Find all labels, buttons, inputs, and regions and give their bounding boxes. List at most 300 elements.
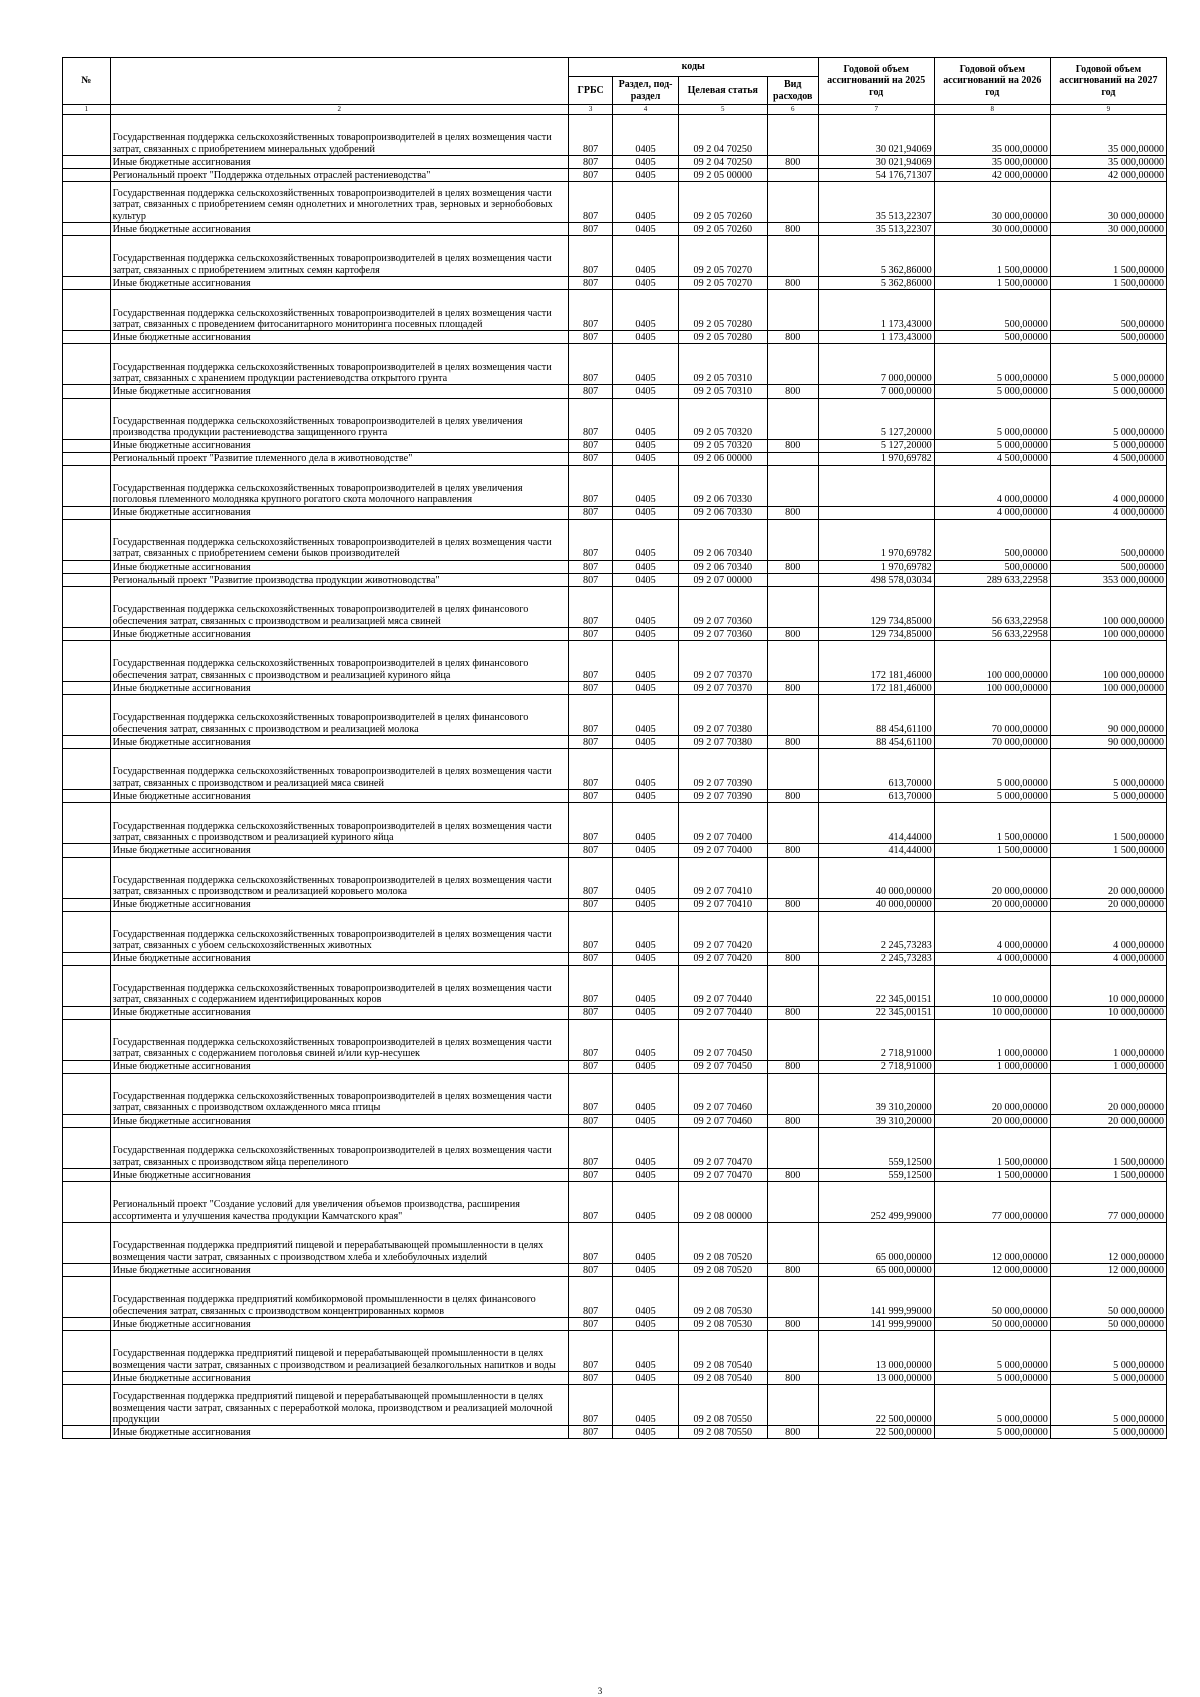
cell-2027: 1 500,00000 [1050,236,1166,277]
table-row [63,1277,1167,1318]
cell-grbs: 807 [568,236,613,277]
cell-name: Региональный проект "Создание условий для увеличения объемов производства, расширения ассортимента и улучшения качества продукции Камчатского края" [110,1182,568,1223]
cell-tselevaya: 09 2 07 70380 [678,736,767,749]
cell-razdel: 0405 [613,803,678,844]
cell-razdel: 0405 [613,1019,678,1060]
cell-number [63,736,111,749]
cell-2027: 90 000,00000 [1050,695,1166,736]
cell-2026: 5 000,00000 [934,385,1050,398]
cell-vid [767,1019,818,1060]
cell-number [63,331,111,344]
header-2027: Годовой объем ассигнований на 2027 год [1050,58,1166,105]
cell-2025: 88 454,61100 [818,695,934,736]
cell-2026: 1 000,00000 [934,1060,1050,1073]
table-row [63,844,1167,857]
cell-2025: 88 454,61100 [818,736,934,749]
cell-2027: 50 000,00000 [1050,1318,1166,1331]
cell-number [63,1372,111,1385]
cell-number [63,452,111,465]
cell-name: Государственная поддержка сельскохозяйственных товаропроизводителей в целях возмещения части затрат, связанных с приобретением семян однолетних и многолетних трав, зерновых и зернобобовых культур [110,182,568,223]
cell-vid: 800 [767,628,818,641]
cell-grbs: 807 [568,506,613,519]
cell-name: Государственная поддержка сельскохозяйственных товаропроизводителей в целях финансового обеспечения затрат, связанных с производством и реализацией молока [110,695,568,736]
cell-2026: 70 000,00000 [934,695,1050,736]
cell-tselevaya: 09 2 07 70390 [678,790,767,803]
cell-2025: 22 345,00151 [818,1006,934,1019]
cell-tselevaya: 09 2 06 70340 [678,560,767,573]
cell-2027: 90 000,00000 [1050,736,1166,749]
cell-2026: 20 000,00000 [934,1073,1050,1114]
cell-tselevaya: 09 2 08 70520 [678,1264,767,1277]
cell-vid: 800 [767,560,818,573]
cell-name: Государственная поддержка сельскохозяйственных товаропроизводителей в целях возмещения части затрат, связанных с содержанием идентифицированных коров [110,965,568,1006]
cell-tselevaya: 09 2 07 70360 [678,587,767,628]
cell-tselevaya: 09 2 06 70340 [678,519,767,560]
cell-razdel: 0405 [613,519,678,560]
cell-number [63,1019,111,1060]
cell-number [63,1223,111,1264]
cell-name: Иные бюджетные ассигнования [110,1426,568,1439]
table-row [63,911,1167,952]
cell-name: Иные бюджетные ассигнования [110,1264,568,1277]
cell-razdel: 0405 [613,223,678,236]
cell-vid [767,519,818,560]
cell-number [63,1264,111,1277]
cell-vid: 800 [767,952,818,965]
cell-razdel: 0405 [613,749,678,790]
cell-number [63,844,111,857]
cell-2025: 35 513,22307 [818,182,934,223]
header-razdel: Раздел, под-раздел [613,77,678,105]
cell-razdel: 0405 [613,439,678,452]
cell-grbs: 807 [568,1060,613,1073]
cell-grbs: 807 [568,803,613,844]
cell-vid [767,1182,818,1223]
cell-vid [767,911,818,952]
cell-vid: 800 [767,682,818,695]
cell-razdel: 0405 [613,236,678,277]
table-row [63,223,1167,236]
cell-grbs: 807 [568,452,613,465]
cell-name: Государственная поддержка сельскохозяйственных товаропроизводителей в целях увеличения поголовья племенного молодняка крупного рогатого скота молочного направления [110,465,568,506]
cell-2026: 4 000,00000 [934,952,1050,965]
colnum-9: 9 [1050,105,1166,115]
cell-2025: 5 127,20000 [818,398,934,439]
cell-number [63,803,111,844]
cell-grbs: 807 [568,398,613,439]
cell-2027: 5 000,00000 [1050,344,1166,385]
cell-razdel: 0405 [613,465,678,506]
cell-vid: 800 [767,1114,818,1127]
cell-2025: 141 999,99000 [818,1318,934,1331]
cell-grbs: 807 [568,1223,613,1264]
cell-2025: 129 734,85000 [818,587,934,628]
table-row [63,1318,1167,1331]
cell-2025: 65 000,00000 [818,1264,934,1277]
cell-number [63,1331,111,1372]
cell-razdel: 0405 [613,1073,678,1114]
cell-vid: 800 [767,1426,818,1439]
header-2026: Годовой объем ассигнований на 2026 год [934,58,1050,105]
cell-tselevaya: 09 2 05 70280 [678,331,767,344]
cell-2025: 141 999,99000 [818,1277,934,1318]
cell-2027: 100 000,00000 [1050,641,1166,682]
cell-razdel: 0405 [613,952,678,965]
cell-grbs: 807 [568,695,613,736]
cell-2027: 5 000,00000 [1050,1385,1166,1426]
colnum-3: 3 [568,105,613,115]
cell-2027: 5 000,00000 [1050,1331,1166,1372]
cell-2025: 2 718,91000 [818,1060,934,1073]
cell-2027: 4 000,00000 [1050,465,1166,506]
cell-2027: 4 000,00000 [1050,952,1166,965]
cell-name: Иные бюджетные ассигнования [110,1372,568,1385]
cell-tselevaya: 09 2 07 70420 [678,911,767,952]
cell-2025: 39 310,20000 [818,1114,934,1127]
cell-name: Государственная поддержка сельскохозяйственных товаропроизводителей в целях возмещения части затрат, связанных с производством охлажденного мяса птицы [110,1073,568,1114]
table-row [63,1073,1167,1114]
table-row [63,898,1167,911]
table-row [63,156,1167,169]
cell-tselevaya: 09 2 04 70250 [678,115,767,156]
cell-number [63,1114,111,1127]
cell-number [63,1318,111,1331]
cell-2025: 1 970,69782 [818,560,934,573]
table-row [63,952,1167,965]
cell-2025: 252 499,99000 [818,1182,934,1223]
cell-2027: 5 000,00000 [1050,439,1166,452]
header-number: № [63,58,111,105]
cell-grbs: 807 [568,115,613,156]
cell-2027: 1 500,00000 [1050,1127,1166,1168]
cell-grbs: 807 [568,573,613,586]
cell-2027: 10 000,00000 [1050,965,1166,1006]
cell-razdel: 0405 [613,1060,678,1073]
cell-razdel: 0405 [613,844,678,857]
cell-grbs: 807 [568,1385,613,1426]
cell-name: Государственная поддержка сельскохозяйственных товаропроизводителей в целях возмещения части затрат, связанных с приобретением семени быков производителей [110,519,568,560]
cell-vid [767,1331,818,1372]
cell-2025: 40 000,00000 [818,857,934,898]
cell-2026: 56 633,22958 [934,628,1050,641]
colnum-8: 8 [934,105,1050,115]
cell-grbs: 807 [568,898,613,911]
cell-vid [767,803,818,844]
table-row [63,519,1167,560]
cell-number [63,223,111,236]
cell-number [63,290,111,331]
cell-vid: 800 [767,1168,818,1181]
cell-2025: 7 000,00000 [818,385,934,398]
cell-tselevaya: 09 2 07 70440 [678,965,767,1006]
cell-2025 [818,465,934,506]
cell-2026: 1 500,00000 [934,1127,1050,1168]
cell-grbs: 807 [568,1127,613,1168]
cell-number [63,156,111,169]
cell-number [63,587,111,628]
cell-2027: 77 000,00000 [1050,1182,1166,1223]
cell-name: Иные бюджетные ассигнования [110,506,568,519]
cell-razdel: 0405 [613,1168,678,1181]
cell-grbs: 807 [568,965,613,1006]
table-row [63,1182,1167,1223]
cell-name: Иные бюджетные ассигнования [110,223,568,236]
cell-name: Иные бюджетные ассигнования [110,277,568,290]
cell-grbs: 807 [568,844,613,857]
cell-razdel: 0405 [613,628,678,641]
cell-razdel: 0405 [613,682,678,695]
cell-2027: 5 000,00000 [1050,398,1166,439]
cell-number [63,169,111,182]
cell-2027: 1 500,00000 [1050,1168,1166,1181]
cell-tselevaya: 09 2 05 70310 [678,385,767,398]
cell-tselevaya: 09 2 04 70250 [678,156,767,169]
cell-grbs: 807 [568,223,613,236]
cell-razdel: 0405 [613,506,678,519]
table-row [63,344,1167,385]
cell-2027: 20 000,00000 [1050,1114,1166,1127]
cell-tselevaya: 09 2 07 00000 [678,573,767,586]
cell-number [63,439,111,452]
cell-number [63,115,111,156]
cell-name: Иные бюджетные ассигнования [110,1168,568,1181]
cell-name: Государственная поддержка сельскохозяйственных товаропроизводителей в целях финансового обеспечения затрат, связанных с производством и реализацией куриного яйца [110,641,568,682]
cell-2026: 5 000,00000 [934,1426,1050,1439]
cell-2025: 22 500,00000 [818,1426,934,1439]
cell-vid: 800 [767,736,818,749]
cell-name: Иные бюджетные ассигнования [110,1060,568,1073]
colnum-5: 5 [678,105,767,115]
cell-2026: 30 000,00000 [934,223,1050,236]
cell-name: Государственная поддержка сельскохозяйственных товаропроизводителей в целях возмещения части затрат, связанных с производством и реализацией мяса свиней [110,749,568,790]
cell-tselevaya: 09 2 05 70260 [678,223,767,236]
cell-name: Государственная поддержка сельскохозяйственных товаропроизводителей в целях возмещения части затрат, связанных с проведением фитосанитарного мониторинга посевных площадей [110,290,568,331]
cell-tselevaya: 09 2 07 70470 [678,1127,767,1168]
cell-tselevaya: 09 2 08 70540 [678,1331,767,1372]
table-row [63,1223,1167,1264]
cell-grbs: 807 [568,587,613,628]
cell-tselevaya: 09 2 07 70410 [678,857,767,898]
table-row [63,115,1167,156]
cell-name: Государственная поддержка сельскохозяйственных товаропроизводителей в целях возмещения части затрат, связанных с производством и реализацией коровьего молока [110,857,568,898]
cell-2026: 100 000,00000 [934,641,1050,682]
cell-razdel: 0405 [613,277,678,290]
cell-2025: 1 970,69782 [818,452,934,465]
cell-vid [767,857,818,898]
cell-2027: 500,00000 [1050,290,1166,331]
cell-name: Государственная поддержка предприятий пищевой и перерабатывающей промышленности в целях возмещения части затрат, связанных с производством и реализацией безалкогольных напитков и воды [110,1331,568,1372]
cell-name: Иные бюджетные ассигнования [110,682,568,695]
cell-name: Государственная поддержка предприятий комбикормовой промышленности в целях финансового обеспечения затрат, связанных с производством концентрированных кормов [110,1277,568,1318]
cell-vid: 800 [767,223,818,236]
cell-name: Иные бюджетные ассигнования [110,331,568,344]
table-row [63,465,1167,506]
cell-name: Региональный проект "Развитие племенного дела в животноводстве" [110,452,568,465]
cell-number [63,1385,111,1426]
cell-name: Государственная поддержка сельскохозяйственных товаропроизводителей в целях возмещения части затрат, связанных с содержанием поголовья свиней и/или кур-несушек [110,1019,568,1060]
table-header [63,58,1167,115]
cell-tselevaya: 09 2 07 70450 [678,1019,767,1060]
cell-number [63,385,111,398]
cell-name: Иные бюджетные ассигнования [110,898,568,911]
cell-2025: 7 000,00000 [818,344,934,385]
cell-number [63,898,111,911]
cell-2025: 613,70000 [818,790,934,803]
cell-grbs: 807 [568,169,613,182]
cell-grbs: 807 [568,1182,613,1223]
table-row [63,628,1167,641]
cell-2027: 12 000,00000 [1050,1264,1166,1277]
cell-2026: 50 000,00000 [934,1277,1050,1318]
cell-tselevaya: 09 2 07 70450 [678,1060,767,1073]
cell-2027: 5 000,00000 [1050,385,1166,398]
cell-2025 [818,506,934,519]
cell-grbs: 807 [568,911,613,952]
table-row [63,736,1167,749]
table-row [63,1264,1167,1277]
cell-number [63,628,111,641]
cell-2025: 22 500,00000 [818,1385,934,1426]
cell-2026: 20 000,00000 [934,1114,1050,1127]
cell-2026: 5 000,00000 [934,398,1050,439]
cell-razdel: 0405 [613,1264,678,1277]
cell-razdel: 0405 [613,398,678,439]
cell-2026: 500,00000 [934,519,1050,560]
page-number: 3 [597,1686,603,1696]
cell-number [63,465,111,506]
cell-number [63,749,111,790]
cell-2026: 1 500,00000 [934,803,1050,844]
cell-name: Государственная поддержка сельскохозяйственных товаропроизводителей в целях возмещения части затрат, связанных с убоем сельскохозяйственных животных [110,911,568,952]
cell-2026: 289 633,22958 [934,573,1050,586]
cell-vid [767,1073,818,1114]
cell-2027: 35 000,00000 [1050,156,1166,169]
cell-razdel: 0405 [613,1182,678,1223]
cell-number [63,1127,111,1168]
cell-2027: 42 000,00000 [1050,169,1166,182]
cell-2027: 500,00000 [1050,331,1166,344]
cell-vid [767,749,818,790]
cell-2026: 500,00000 [934,290,1050,331]
table-row [63,506,1167,519]
cell-razdel: 0405 [613,344,678,385]
cell-2025: 5 362,86000 [818,236,934,277]
cell-grbs: 807 [568,182,613,223]
cell-vid: 800 [767,844,818,857]
cell-2025: 498 578,03034 [818,573,934,586]
cell-name: Иные бюджетные ассигнования [110,560,568,573]
cell-razdel: 0405 [613,790,678,803]
cell-2026: 12 000,00000 [934,1223,1050,1264]
cell-grbs: 807 [568,1168,613,1181]
cell-tselevaya: 09 2 05 70260 [678,182,767,223]
cell-2026: 10 000,00000 [934,965,1050,1006]
cell-2026: 12 000,00000 [934,1264,1050,1277]
cell-2026: 1 500,00000 [934,844,1050,857]
cell-vid: 800 [767,385,818,398]
cell-grbs: 807 [568,628,613,641]
cell-grbs: 807 [568,1426,613,1439]
cell-2026: 5 000,00000 [934,749,1050,790]
cell-2026: 5 000,00000 [934,1331,1050,1372]
cell-2025: 2 718,91000 [818,1019,934,1060]
cell-tselevaya: 09 2 07 70420 [678,952,767,965]
cell-grbs: 807 [568,277,613,290]
cell-vid [767,1223,818,1264]
cell-2027: 20 000,00000 [1050,1073,1166,1114]
cell-2027: 100 000,00000 [1050,587,1166,628]
cell-vid: 800 [767,1318,818,1331]
cell-razdel: 0405 [613,331,678,344]
cell-razdel: 0405 [613,695,678,736]
cell-2025: 559,12500 [818,1127,934,1168]
cell-number [63,1073,111,1114]
cell-razdel: 0405 [613,1006,678,1019]
cell-tselevaya: 09 2 05 70270 [678,236,767,277]
cell-grbs: 807 [568,560,613,573]
cell-number [63,1182,111,1223]
cell-2025: 414,44000 [818,803,934,844]
cell-razdel: 0405 [613,857,678,898]
cell-vid [767,465,818,506]
cell-number [63,857,111,898]
cell-tselevaya: 09 2 06 00000 [678,452,767,465]
cell-name: Иные бюджетные ассигнования [110,1318,568,1331]
cell-razdel: 0405 [613,965,678,1006]
cell-razdel: 0405 [613,1372,678,1385]
cell-vid: 800 [767,898,818,911]
cell-grbs: 807 [568,1277,613,1318]
cell-vid: 800 [767,1372,818,1385]
cell-number [63,236,111,277]
table-row [63,587,1167,628]
cell-vid: 800 [767,331,818,344]
cell-2026: 10 000,00000 [934,1006,1050,1019]
cell-2025: 172 181,46000 [818,682,934,695]
table-row [63,790,1167,803]
cell-name: Иные бюджетные ассигнования [110,628,568,641]
cell-2026: 1 500,00000 [934,236,1050,277]
cell-2026: 100 000,00000 [934,682,1050,695]
cell-vid [767,573,818,586]
cell-2025: 5 362,86000 [818,277,934,290]
table-row [63,182,1167,223]
cell-grbs: 807 [568,790,613,803]
cell-2027: 500,00000 [1050,519,1166,560]
cell-2026: 20 000,00000 [934,898,1050,911]
cell-2026: 500,00000 [934,331,1050,344]
cell-tselevaya: 09 2 07 70400 [678,844,767,857]
cell-2025: 613,70000 [818,749,934,790]
cell-tselevaya: 09 2 07 70410 [678,898,767,911]
cell-number [63,952,111,965]
cell-number [63,965,111,1006]
cell-name: Иные бюджетные ассигнования [110,156,568,169]
cell-tselevaya: 09 2 07 70370 [678,641,767,682]
cell-tselevaya: 09 2 05 70310 [678,344,767,385]
table-row [63,439,1167,452]
cell-name: Иные бюджетные ассигнования [110,439,568,452]
cell-2025: 172 181,46000 [818,641,934,682]
cell-number [63,682,111,695]
cell-2025: 35 513,22307 [818,223,934,236]
cell-tselevaya: 09 2 05 70320 [678,439,767,452]
cell-razdel: 0405 [613,1127,678,1168]
cell-grbs: 807 [568,1264,613,1277]
cell-2025: 1 173,43000 [818,290,934,331]
table-row [63,1426,1167,1439]
cell-2027: 100 000,00000 [1050,682,1166,695]
